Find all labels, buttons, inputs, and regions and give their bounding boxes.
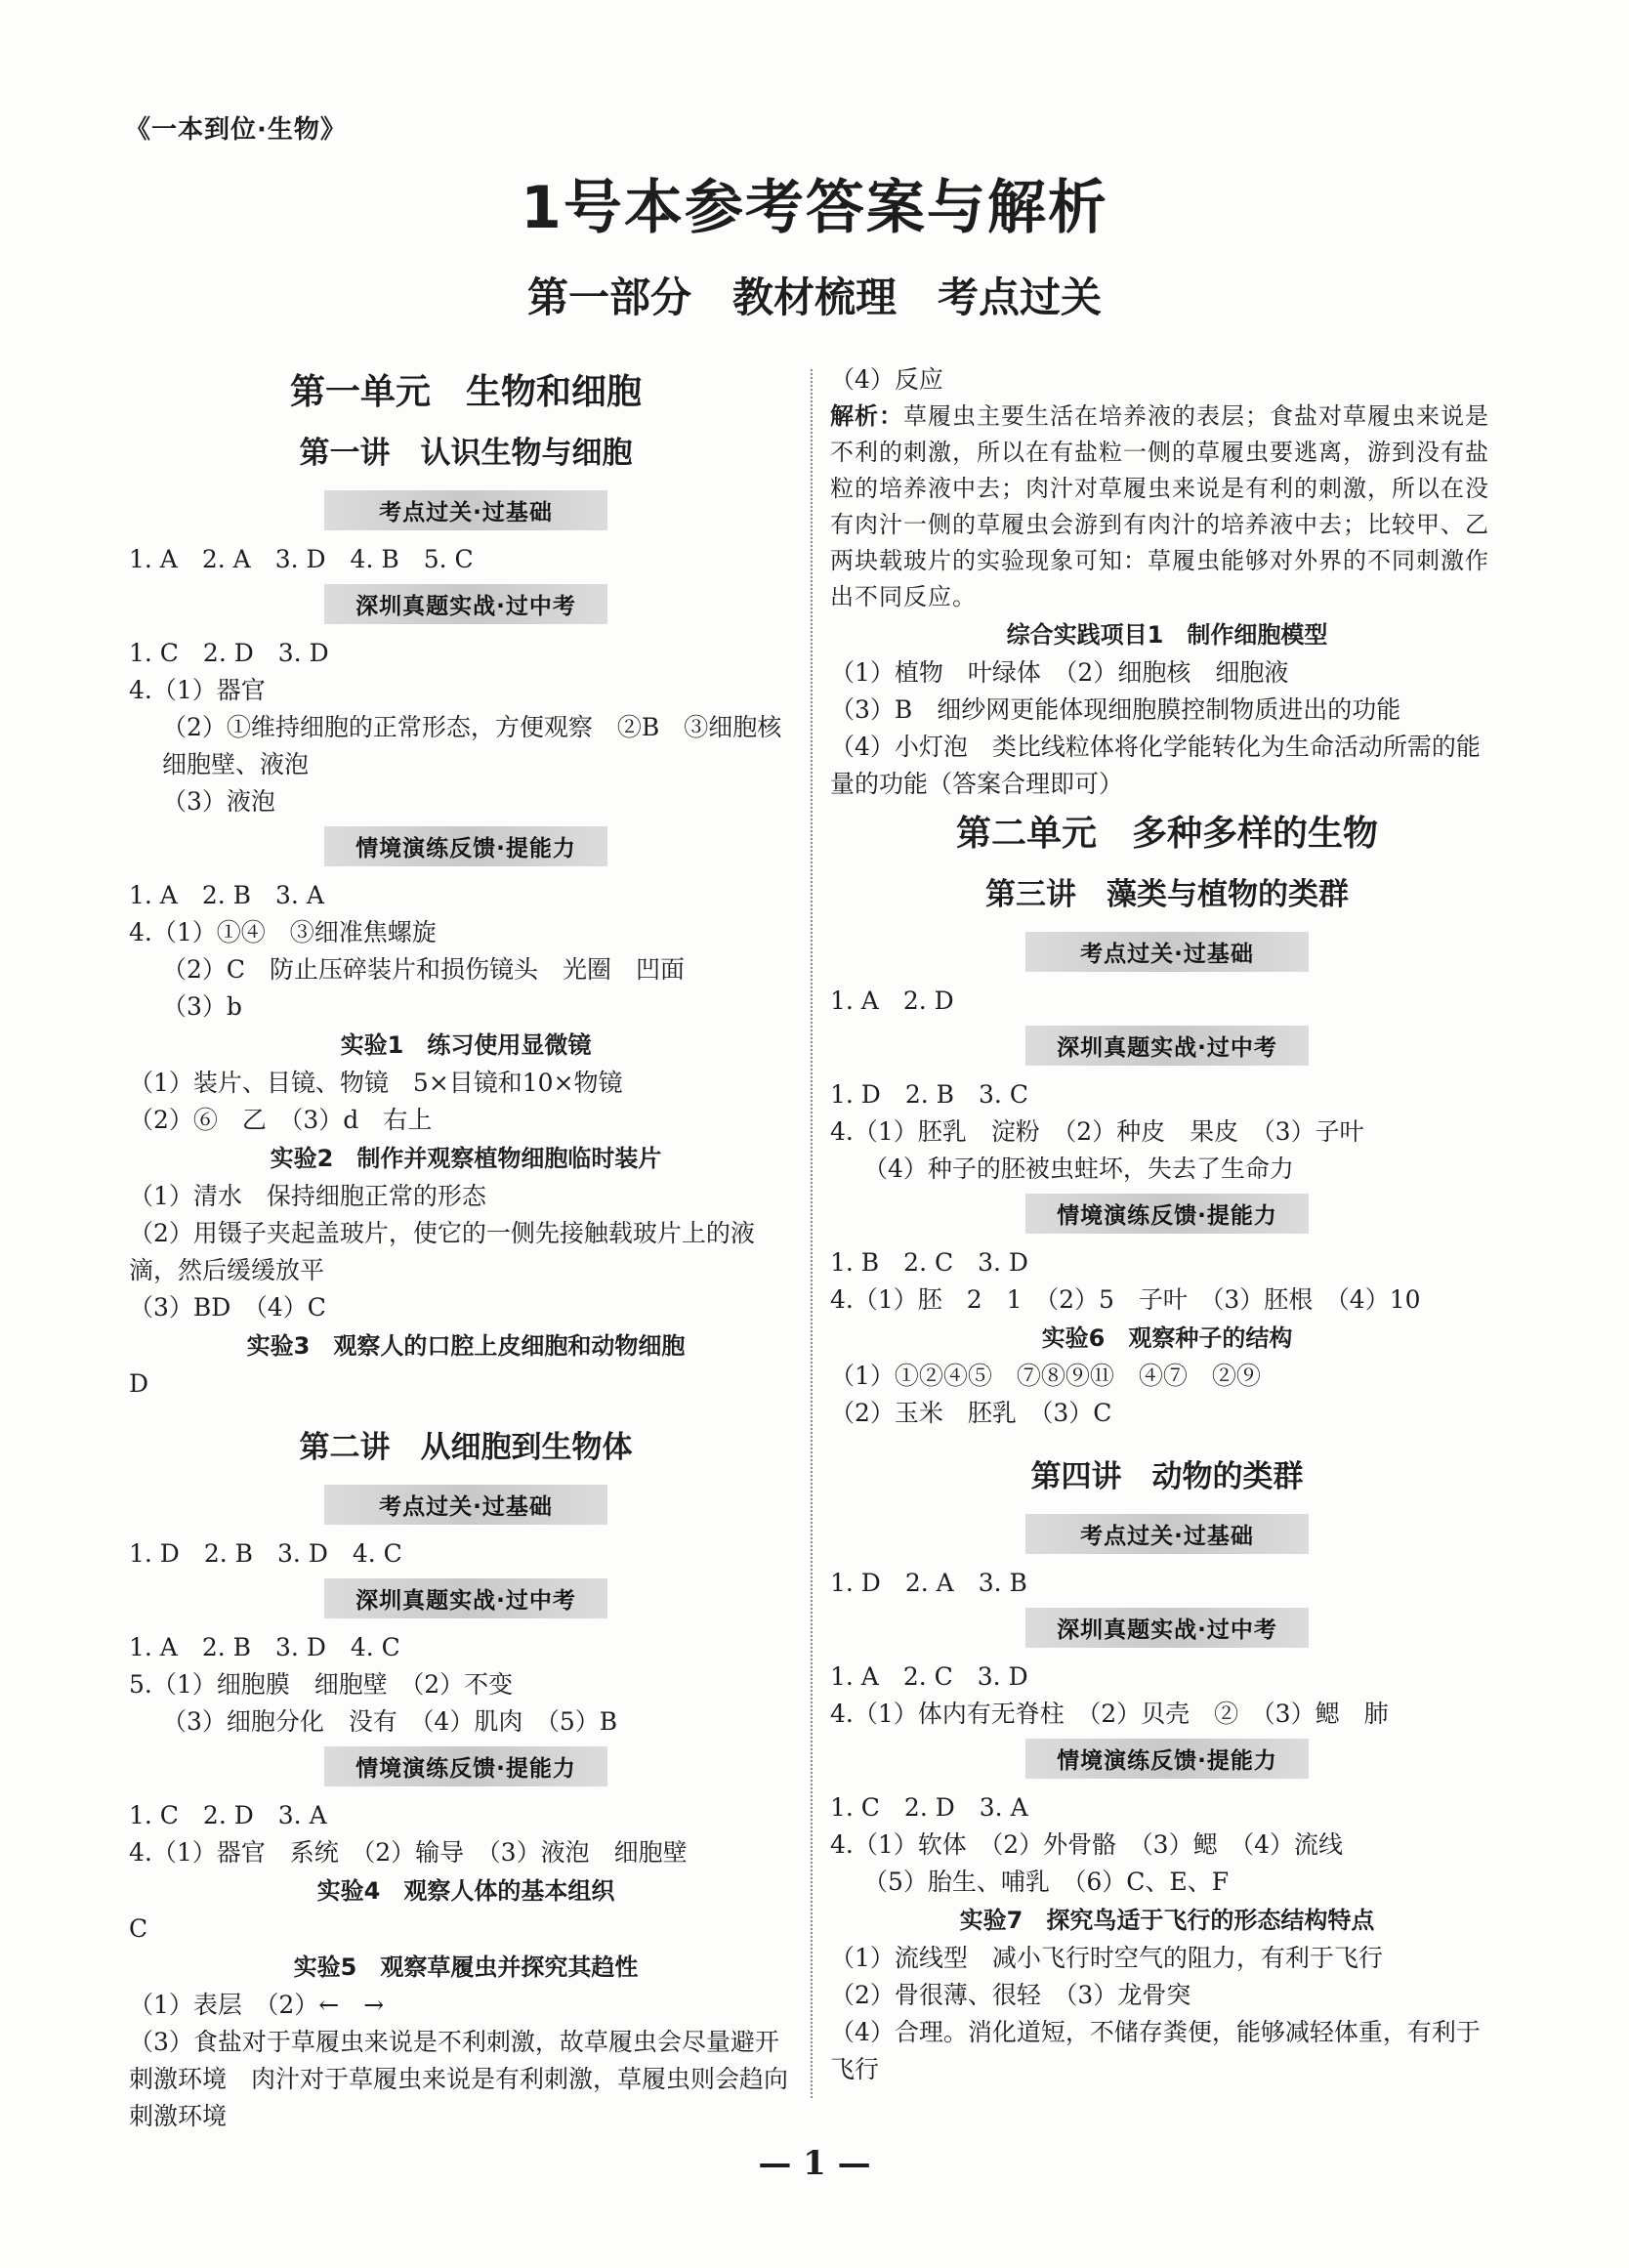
- answer-line: （2）骨很薄、很轻 （3）龙骨突: [830, 1981, 1191, 2009]
- section-band: 考点过关·过基础: [324, 490, 607, 530]
- answer-line: 4.（1）器官: [129, 676, 266, 704]
- experiment-heading: 实验7 探究鸟适于飞行的形态结构特点: [959, 1907, 1375, 1934]
- lecture-heading: 第三讲 藻类与植物的类群: [985, 877, 1349, 912]
- answer-line: （4）反应: [830, 365, 943, 394]
- answer-line: D: [129, 1369, 149, 1398]
- answer-line: （3）细胞分化 没有 （4）肌肉 （5）B: [162, 1707, 618, 1736]
- answer-line: （2）用镊子夹起盖玻片，使它的一侧先接触载玻片上的液滴，然后缓缓放平: [129, 1219, 755, 1284]
- answer-line: 1. A 2. B 3. D 4. C: [129, 1633, 400, 1661]
- answer-line: 4.（1）①④ ③细准焦螺旋: [129, 918, 437, 946]
- answer-line: （3）B 细纱网更能体现细胞膜控制物质进出的功能: [830, 695, 1401, 724]
- answer-line: （4）合理。消化道短，不储存粪便，能够减轻体重，有利于飞行: [830, 2018, 1481, 2083]
- answer-line: （1）装片、目镜、物镜 5×目镜和10×物镜: [129, 1069, 623, 1097]
- answer-line: 1. C 2. D 3. D: [129, 639, 329, 667]
- book-header: 《一本到位·生物》: [125, 115, 347, 145]
- section-band: 情境演练反馈·提能力: [1025, 1194, 1309, 1234]
- answer-line: （1）表层 （2）← →: [129, 1991, 385, 2019]
- answer-line: （2）C 防止压碎装片和损伤镜头 光圈 凹面: [162, 955, 686, 984]
- answer-line: （2）玉米 胚乳 （3）C: [830, 1399, 1112, 1427]
- section-band: 深圳真题实战·过中考: [324, 584, 607, 624]
- answer-line: 1. A 2. C 3. D: [830, 1662, 1028, 1691]
- answer-line: （3）BD （4）C: [129, 1293, 326, 1322]
- answer-line: 1. C 2. D 3. A: [830, 1793, 1028, 1822]
- analysis-label: 解析：: [830, 402, 903, 430]
- experiment-heading: 实验2 制作并观察植物细胞临时装片: [270, 1145, 662, 1172]
- answer-line: 1. A 2. B 3. A: [129, 881, 324, 909]
- answer-line: 1. D 2. B 3. D 4. C: [129, 1539, 402, 1568]
- page-number: — 1 —: [758, 2144, 871, 2183]
- section-band: 深圳真题实战·过中考: [324, 1578, 607, 1618]
- answer-line: （1）①②④⑤ ⑦⑧⑨⑪ ④⑦ ②⑨: [830, 1362, 1261, 1390]
- answer-line: （4）小灯泡 类比线粒体将化学能转化为生命活动所需的能量的功能（答案合理即可）: [830, 733, 1481, 798]
- answer-line: （3）食盐对于草履虫来说是不利刺激，故草履虫会尽量避开刺激环境 肉汁对于草履虫来说是有利刺激，草履虫则会趋向刺激环境: [129, 2028, 789, 2130]
- answer-line: （4）种子的胚被虫蛀坏，失去了生命力: [863, 1155, 1294, 1183]
- answer-line: 1. D 2. B 3. C: [830, 1080, 1028, 1109]
- answer-line: （2）①维持细胞的正常形态，方便观察 ②B ③细胞核 细胞壁、液泡: [162, 713, 807, 778]
- part-heading: 第一部分 教材梳理 考点过关: [526, 273, 1102, 321]
- section-band: 考点过关·过基础: [1025, 1514, 1309, 1554]
- section-band: 考点过关·过基础: [324, 1485, 607, 1525]
- answer-line: 1. A 2. A 3. D 4. B 5. C: [129, 545, 474, 573]
- answer-line: 1. D 2. A 3. B: [830, 1569, 1027, 1597]
- answer-line: （1）流线型 减小飞行时空气的阻力，有利于飞行: [830, 1944, 1383, 1972]
- analysis-paragraph: [830, 399, 1504, 615]
- section-band: 深圳真题实战·过中考: [1025, 1026, 1309, 1066]
- answer-line: 4.（1）器官 系统 （2）输导 （3）液泡 细胞壁: [129, 1838, 688, 1867]
- answer-line: （3）b: [162, 992, 242, 1021]
- lecture-heading: 第二讲 从细胞到生物体: [299, 1430, 633, 1465]
- section-band: 情境演练反馈·提能力: [324, 1746, 607, 1786]
- answer-line: 1. C 2. D 3. A: [129, 1801, 327, 1829]
- answer-line: 4.（1）软体 （2）外骨骼 （3）鳃 （4）流线: [830, 1830, 1343, 1859]
- analysis-text: 草履虫主要生活在培养液的表层；食盐对草履虫来说是不利的刺激，所以在有盐粒一侧的草履虫要逃离，游到没有盐粒的培养液中去；肉汁对草履虫来说是有利的刺激，所以在没有肉汁一侧的草履虫会游到有肉汁的培养液中去；比较甲、乙两块载玻片的实验现象可知：草履虫能够对外界的不同刺激作出不同反应。: [830, 402, 1489, 610]
- answer-line: （3）液泡: [162, 787, 275, 816]
- answer-line: 4.（1）胚 2 1 （2）5 子叶 （3）胚根 （4）10: [830, 1285, 1421, 1314]
- section-band: 考点过关·过基础: [1025, 932, 1309, 972]
- right-column: [830, 361, 1504, 2088]
- answer-line: （1）植物 叶绿体 （2）细胞核 细胞液: [830, 658, 1289, 687]
- answer-line: （1）清水 保持细胞正常的形态: [129, 1182, 486, 1210]
- answer-line: 4.（1）胚乳 淀粉 （2）种皮 果皮 （3）子叶: [830, 1117, 1364, 1146]
- experiment-heading: 实验5 观察草履虫并探究其趋性: [293, 1953, 639, 1981]
- experiment-heading: 实验3 观察人的口腔上皮细胞和动物细胞: [246, 1332, 686, 1360]
- experiment-heading: 实验6 观察种子的结构: [1041, 1324, 1293, 1352]
- experiment-heading: 实验1 练习使用显微镜: [340, 1031, 592, 1059]
- column-divider: [811, 369, 813, 2098]
- section-band: 情境演练反馈·提能力: [1025, 1739, 1309, 1779]
- answer-line: 4.（1）体内有无脊柱 （2）贝壳 ② （3）鳃 肺: [830, 1700, 1389, 1728]
- section-band: 深圳真题实战·过中考: [1025, 1608, 1309, 1648]
- lecture-heading: 第一讲 认识生物与细胞: [299, 436, 633, 471]
- experiment-heading: 实验4 观察人体的基本组织: [316, 1877, 615, 1905]
- answer-line: 5.（1）细胞膜 细胞壁 （2）不变: [129, 1670, 514, 1699]
- unit-heading: 第一单元 生物和细胞: [289, 371, 642, 412]
- answer-line: （5）胎生、哺乳 （6）C、E、F: [863, 1868, 1230, 1896]
- project-heading: 综合实践项目1 制作细胞模型: [1006, 621, 1328, 649]
- answer-line: 1. B 2. C 3. D: [830, 1248, 1028, 1277]
- lecture-heading: 第四讲 动物的类群: [1030, 1459, 1304, 1494]
- answer-line: 1. A 2. D: [830, 987, 954, 1015]
- unit-heading: 第二单元 多种多样的生物: [955, 813, 1378, 854]
- page-title: 1号本参考答案与解析: [521, 174, 1108, 242]
- section-band: 情境演练反馈·提能力: [324, 826, 607, 866]
- answer-line: （2）⑥ 乙 （3）d 右上: [129, 1106, 433, 1134]
- answer-line: C: [129, 1914, 148, 1943]
- left-column: [129, 361, 807, 2135]
